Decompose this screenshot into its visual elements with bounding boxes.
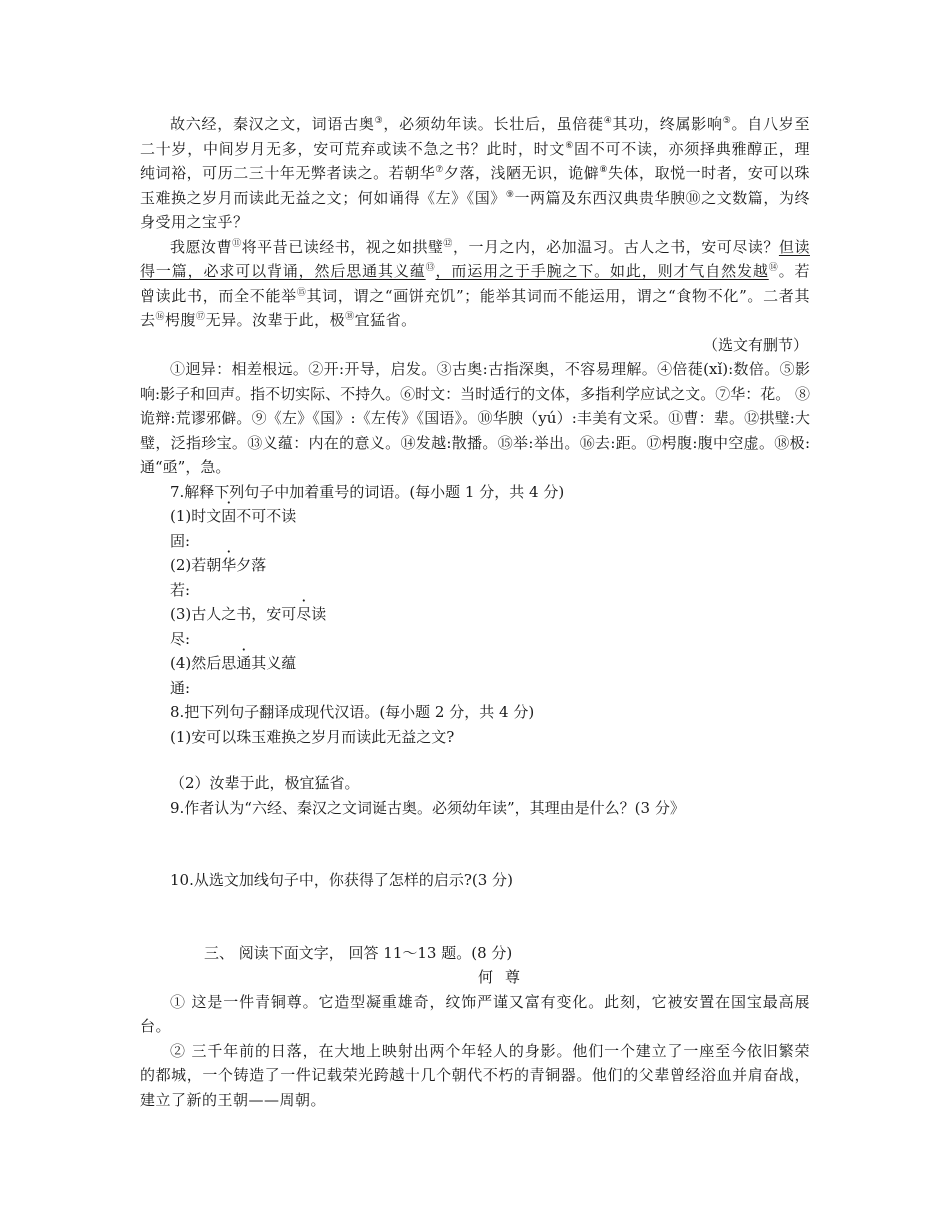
answer-blank-3[interactable]: 尽: bbox=[170, 629, 191, 648]
answer-space[interactable] bbox=[140, 893, 810, 941]
emphasis-dot-word: 华 bbox=[221, 556, 237, 574]
answer-blank-4[interactable]: 通: bbox=[170, 678, 191, 697]
emphasis-dot-word: 固 bbox=[221, 507, 237, 525]
passage-paragraph-1: ① 这是一件青铜尊。它造型凝重雄奇，纹饰严谨又富有变化。此刻，它被安置在国宝最高展台。 bbox=[140, 992, 810, 1035]
underlined-sentence-part-2: ，而运用之于手腕之下。如此，则才气自然发越 bbox=[435, 262, 769, 280]
section-3-heading: 三、 阅读下面文字， 回答 11～13 题。(8 分) bbox=[204, 943, 513, 962]
question-7-stem: 7.解释下列句子中加着重号的词语。(每小题 1 分，共 4 分) bbox=[170, 482, 565, 501]
question-7-item-3: (3)古人之书，安可尽读 bbox=[170, 605, 327, 623]
question-8-item-1: (1)安可以珠玉难换之岁月而读此无益之文? bbox=[170, 727, 455, 746]
answer-space[interactable] bbox=[140, 749, 810, 771]
answer-blank-2[interactable]: 若: bbox=[170, 580, 191, 599]
answer-blank-1[interactable]: 固: bbox=[170, 531, 191, 550]
question-10: 10.从选文加线句子中，你获得了怎样的启示?(3 分) bbox=[170, 871, 513, 889]
passage-title: 何尊 bbox=[477, 968, 532, 986]
question-7-item-1: (1)时文固不可不读 bbox=[170, 507, 297, 525]
underlined-sentence-part-1: 但读得一篇，必求可以背诵，然后思通其义蕴 bbox=[140, 237, 810, 280]
source-note: （选文有删节） bbox=[702, 335, 808, 354]
passage-paragraph-2: ② 三千年前的日落，在大地上映射出两个年轻人的身影。他们一个建立了一座至今依旧繁荣的都城，一个铸造了一件记载荣光跨越十几个朝代不朽的青铜器。他们的父辈曾经浴血并肩奋战，建立了新的王朝——周朝。 bbox=[140, 1041, 810, 1109]
emphasis-dot-word: 通 bbox=[236, 654, 252, 672]
answer-space[interactable] bbox=[140, 820, 810, 868]
classical-text-paragraph-1: 故六经，秦汉之文，词语古奥③，必须幼年读。长壮后，虽倍蓰④其功，终属影响⑤。自八岁至二十岁，中间岁月无多，安可荒弃或读不急之书？此时，时文⑥固不可不读，亦须择典雅醇正，理纯词裕，可历二三十年无弊者读之。若朝华⑦夕落，浅陋无识，诡僻⑧失体，取悦一时者，安可以珠玉难换之岁月而读此无益之文；何如诵得《左》《国》⑨一两篇及东西汉典贵华腴⑩之文数篇，为终身受用之宝乎？ bbox=[140, 115, 810, 231]
annotations: ①迥异：相差根远。②开:开导，启发。③古奥:古指深奥，不容易理解。④倍蓰(xǐ):数倍。⑤影响:影子和回声。指不切实际、不持久。⑥时文：当时适行的文体，多指利学应试之文。⑦华：花。 ⑧诡辩:荒谬邪僻。⑨《左》《国》:《左传》《国语》。⑩华腴（yú）:丰美有文采。⑪曹：辈。⑫拱璧:大璧，泛指珍宝。⑬义蕴：内在的意义。⑭发越:散播。⑮举:举出。⑯去:距。⑰枵腹:腹中空虚。⑱极:通“亟”，急。 bbox=[140, 360, 810, 476]
classical-text-paragraph-2: 我愿汝曹⑪将平昔已读经书，视之如拱璧⑫，一月之内，必加温习。古人之书，安可尽读？但读得一篇，必求可以背诵，然后思通其义蕴⑬，而运用之于手腕之下。如此，则才气自然发越⑭。若曾读此书，而全不能举⑮其词，谓之“画饼充饥”；能举其词而不能运用，谓之“食物不化”。二者其去⑯枵腹⑰无异。汝辈于此，极⑱宜猛省。 bbox=[140, 237, 810, 329]
question-7-item-4: (4)然后思通其义蕴 bbox=[170, 654, 297, 672]
emphasis-dot-word: 尽 bbox=[296, 605, 312, 623]
question-8-stem: 8.把下列句子翻译成现代汉语。(每小题 2 分，共 4 分) bbox=[170, 703, 535, 721]
question-7-item-2: (2)若朝华夕落 bbox=[170, 556, 267, 574]
question-9: 9.作者认为“六经、秦汉之文词诞古奥。必须幼年读”，其理由是什么？(3 分》 bbox=[170, 798, 685, 817]
document-page bbox=[140, 112, 810, 1112]
question-8-item-2: （2）汝辈于此，极宜猛省。 bbox=[170, 774, 360, 792]
